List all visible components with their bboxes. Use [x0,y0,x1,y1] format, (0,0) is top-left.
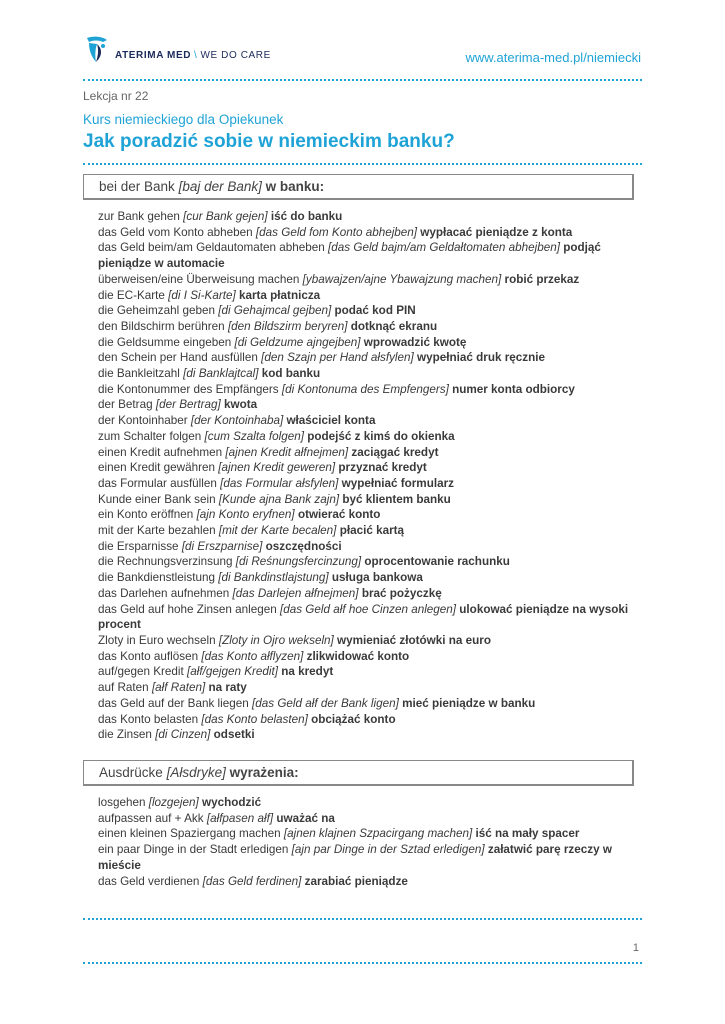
vocab-item [98,288,638,304]
footer-divider-bottom [83,962,642,964]
vocab-pronunciation: [Kunde ajna Bank zajn] [218,492,340,506]
section-heading-bank [83,174,634,200]
vocab-polish: przyznać kredyt [338,461,427,475]
vocab-german: aufpassen auf + Akk [98,811,204,825]
vocab-pronunciation: [Zloty in Ojro wekseln] [218,633,334,647]
vocab-german: losgehen [98,796,146,809]
footer-divider-top [83,918,642,920]
vocab-pronunciation: [lozgejen] [148,796,199,809]
vocab-polish: iść na mały spacer [475,827,580,841]
vocab-polish: mieć pieniądze w banku [402,696,536,710]
vocab-german: ein paar Dinge in der Stadt erledigen [98,843,289,857]
vocab-german: das Darlehen aufnehmen [98,586,230,600]
vocab-item [98,539,638,555]
vocab-german: das Geld verdienen [98,874,200,888]
vocab-german: die Geldsumme eingeben [98,335,232,349]
vocab-item [98,554,638,570]
section-heading-pron: [Ałsdryke] [166,765,226,780]
vocab-pronunciation: [ajnen Kredit geweren] [218,461,336,475]
vocab-item [98,429,638,445]
vocab-german: das Konto belasten [98,712,199,726]
vocab-pronunciation: [den Bildszirm beryren] [227,319,348,333]
section-heading-de: bei der Bank [99,179,175,194]
vocab-item [98,319,638,335]
vocab-german: die Ersparnisse [98,539,179,553]
vocab-item [98,811,638,827]
vocab-german: die Rechnungsverzinsung [98,555,233,569]
vocab-pronunciation: [das Geld ferdinen] [202,874,302,888]
vocab-polish: płacić kartą [339,524,405,538]
vocab-polish: ulokować pieniądze na wysoki procent [98,602,629,632]
vocab-item [98,507,638,523]
vocab-item [98,272,638,288]
vocab-item [98,727,638,743]
vocab-pronunciation: [das Konto belasten] [201,712,308,726]
vocab-german: zum Schalter folgen [98,429,202,443]
vocab-polish: wypełniać formularz [341,476,454,490]
course-label: Kurs niemieckiego dla Opiekunek [83,112,284,127]
vocab-item [98,476,638,492]
vocab-item [98,874,638,890]
vocab-german: das Konto auflösen [98,649,199,663]
vocab-item [98,303,638,319]
vocab-pronunciation: [di I Si-Karte] [168,288,236,302]
lesson-label: Lekcja nr 22 [83,89,149,103]
vocab-german: die Bankleitzahl [98,367,180,381]
vocab-polish: karta płatnicza [238,288,321,302]
vocab-german: die Bankdienstleistung [98,571,215,585]
vocab-german: Zloty in Euro wechseln [98,633,216,647]
vocab-item [98,397,638,413]
vocab-polish: podjąć pieniądze w automacie [98,241,601,271]
section-heading-pl: wyrażenia: [229,765,299,780]
vocab-german: der Kontoinhaber [98,414,188,428]
vocab-item [98,492,638,508]
logo [83,32,271,66]
vocab-polish: robić przekaz [504,272,580,286]
vocab-polish: usługa bankowa [331,571,423,585]
vocab-polish: na kredyt [281,665,334,679]
vocab-polish: kwota [224,398,258,412]
vocab-pronunciation: [den Szajn per Hand ałsfylen] [261,351,414,365]
vocab-pronunciation: [das Konto ałflyzen] [201,649,304,663]
vocab-list-expressions [98,795,638,889]
vocab-polish: wypełniać druk ręcznie [417,351,545,365]
vocab-pronunciation: [ybawajzen/ajne Ybawajzung machen] [302,272,502,286]
vocab-polish: podać kod PIN [334,304,416,318]
vocab-item [98,570,638,586]
vocab-pronunciation: [di Banklajtcal] [183,367,259,381]
vocab-pronunciation: [das Darlejen ałfnejmen] [232,586,359,600]
vocab-pronunciation: [ałf Raten] [151,681,206,695]
vocab-german: die EC-Karte [98,288,165,302]
page-number: 1 [632,942,639,954]
vocab-polish: zaciągać kredyt [351,445,439,459]
vocab-item [98,225,638,241]
brand-separator: \ [194,50,198,61]
vocab-polish: na raty [208,681,247,695]
vocab-polish: właściciel konta [286,414,376,428]
vocab-item [98,795,638,811]
vocab-german: das Formular ausfüllen [98,476,217,490]
vocab-german: die Zinsen [98,728,152,742]
vocab-pronunciation: [ajn Konto eryfnen] [196,508,295,522]
vocab-german: auf Raten [98,681,149,695]
vocab-german: einen kleinen Spaziergang machen [98,827,281,841]
vocab-item [98,826,638,842]
vocab-item [98,240,638,271]
aterima-logo-icon [83,34,109,66]
vocab-polish: wymieniać złotówki na euro [337,633,491,647]
vocab-german: die Kontonummer des Empfängers [98,382,279,396]
brand-tagline: WE DO CARE [200,50,271,61]
vocab-pronunciation: [di Kontonuma des Empfengers] [281,382,449,396]
vocab-item [98,413,638,429]
vocab-german: einen Kredit aufnehmen [98,445,223,459]
vocab-item [98,350,638,366]
vocab-german: ein Konto eröffnen [98,508,194,522]
vocab-polish: być klientem banku [342,492,451,506]
vocab-german: Kunde einer Bank sein [98,492,216,506]
vocab-polish: wychodzić [202,796,262,809]
vocab-polish: kod banku [261,367,321,381]
vocab-polish: zlikwidować konto [306,649,410,663]
vocab-item [98,335,638,351]
vocab-german: den Bildschirm berühren [98,319,225,333]
vocab-pronunciation: [cum Szalta folgen] [204,429,304,443]
vocab-item [98,602,638,633]
vocab-pronunciation: [ajn par Dinge in der Sztad erledigen] [291,843,485,857]
brand-name: ATERIMA MED [115,50,192,61]
vocab-german: auf/gegen Kredit [98,665,184,679]
vocab-polish: podejść z kimś do okienka [307,429,455,443]
section-heading-pron: [baj der Bank] [178,179,262,194]
vocab-pronunciation: [das Geld bajm/am Geldałtomaten abhejben] [328,241,560,255]
vocab-polish: iść do banku [270,210,343,223]
vocab-german: den Schein per Hand ausfüllen [98,351,258,365]
vocab-pronunciation: [di Geldzume ajngejben] [234,335,361,349]
vocab-pronunciation: [das Geld ałf hoe Cinzen anlegen] [279,602,457,616]
vocab-pronunciation: [ałf/gejgen Kredit] [187,665,278,679]
vocab-polish: dotknąć ekranu [350,319,438,333]
vocab-polish: wprowadzić kwotę [363,335,467,349]
vocab-german: das Geld vom Konto abheben [98,225,253,239]
vocab-pronunciation: [di Cinzen] [155,728,211,742]
page-title: Jak poradzić sobie w niemieckim banku? [83,131,455,152]
section-heading-de: Ausdrücke [99,765,163,780]
vocab-item [98,366,638,382]
vocab-polish: zarabiać pieniądze [304,874,408,888]
title-divider [83,163,642,165]
vocab-german: einen Kredit gewähren [98,461,215,475]
vocab-polish: uważać na [276,811,335,825]
vocab-german: mit der Karte bezahlen [98,524,216,538]
vocab-polish: odsetki [213,728,255,742]
vocab-polish: oprocentowanie rachunku [364,555,510,569]
vocab-pronunciation: [di Gehajmcal gejben] [218,304,332,318]
vocab-item [98,633,638,649]
vocab-polish: otwierać konto [297,508,381,522]
vocab-pronunciation: [der Kontoinhaba] [190,414,284,428]
vocab-pronunciation: [di Reśnungsfercinzung] [235,555,362,569]
vocab-polish: wypłacać pieniądze z konta [420,225,573,239]
vocab-pronunciation: [ajnen Kredit ałfnejmen] [225,445,349,459]
header-divider [83,79,642,81]
vocab-item [98,586,638,602]
brand-wordmark [115,50,271,66]
vocab-item [98,842,638,873]
vocab-pronunciation: [das Geld fom Konto abhejben] [255,225,418,239]
section-heading-expressions [83,760,634,786]
vocab-item [98,445,638,461]
vocab-pronunciation: [mit der Karte becalen] [218,524,337,538]
vocab-pronunciation: [das Formular ałsfylen] [220,476,339,490]
vocab-item [98,209,638,225]
vocab-item [98,680,638,696]
vocab-item [98,523,638,539]
vocab-pronunciation: [ajnen klajnen Szpacirgang machen] [283,827,473,841]
vocab-german: überweisen/eine Überweisung machen [98,272,300,286]
vocab-german: der Betrag [98,398,153,412]
vocab-german: das Geld auf hohe Zinsen anlegen [98,602,277,616]
vocab-pronunciation: [di Bankdinstlajstung] [218,571,329,585]
vocab-polish: brać pożyczkę [361,586,442,600]
vocab-item [98,460,638,476]
vocab-german: das Geld beim/am Geldautomaten abheben [98,241,325,255]
vocab-german: zur Bank gehen [98,210,180,223]
vocab-list-bank [98,209,638,743]
vocab-polish: numer konta odbiorcy [452,382,575,396]
vocab-pronunciation: [di Erszparnise] [181,539,263,553]
vocab-polish: oszczędności [265,539,342,553]
site-url-link[interactable]: www.aterima-med.pl/niemiecki [465,50,641,65]
vocab-pronunciation: [das Geld ałf der Bank ligen] [252,696,399,710]
vocab-german: die Geheimzahl geben [98,304,215,318]
vocab-polish: załatwić parę rzeczy w mieście [98,843,612,872]
vocab-polish: obciążać konto [311,712,396,726]
vocab-pronunciation: [cur Bank gejen] [183,210,268,223]
vocab-item [98,382,638,398]
vocab-item [98,712,638,728]
vocab-german: das Geld auf der Bank liegen [98,696,249,710]
vocab-pronunciation: [ałfpasen ałf] [206,811,274,825]
vocab-item [98,664,638,680]
section-heading-pl: w banku: [265,179,325,194]
vocab-pronunciation: [der Bertrag] [155,398,221,412]
vocab-item [98,696,638,712]
vocab-item [98,649,638,665]
